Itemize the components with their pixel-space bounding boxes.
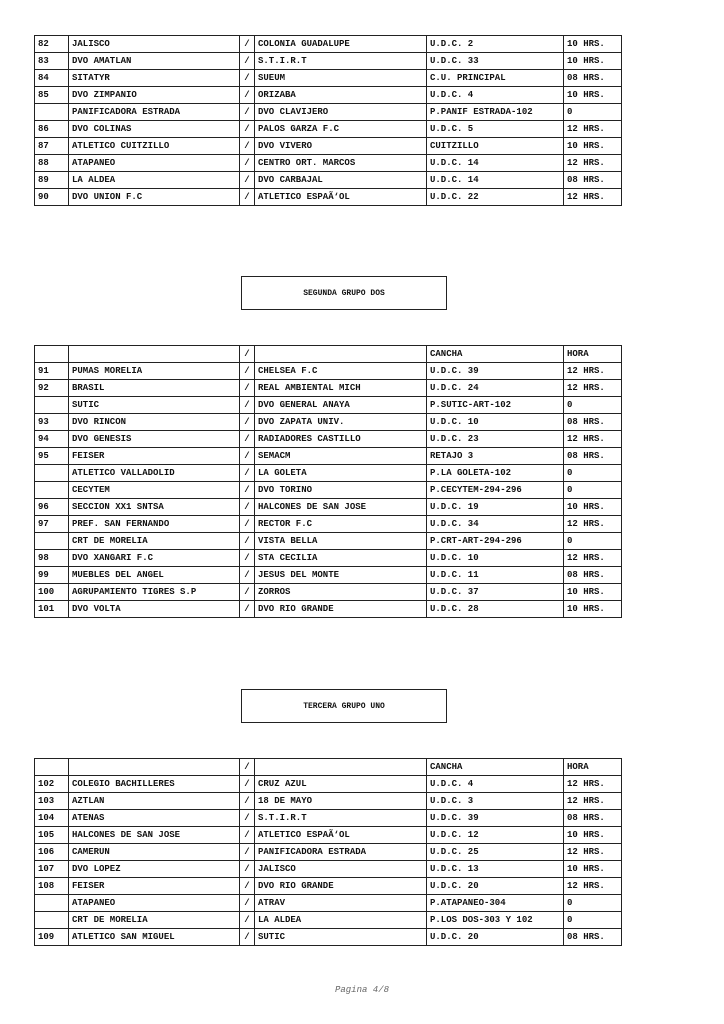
- time-cell: 0: [564, 465, 622, 482]
- field-cell: U.D.C. 25: [427, 844, 564, 861]
- time-cell: HORA: [564, 346, 622, 363]
- match-number-cell: [35, 346, 69, 363]
- away-team-cell: RECTOR F.C: [255, 516, 427, 533]
- away-team-cell: CHELSEA F.C: [255, 363, 427, 380]
- home-team-cell: MUEBLES DEL ANGEL: [69, 567, 240, 584]
- match-number-cell: 87: [35, 138, 69, 155]
- away-team-cell: RADIADORES CASTILLO: [255, 431, 427, 448]
- match-number-cell: 102: [35, 776, 69, 793]
- separator-cell: /: [240, 363, 255, 380]
- field-cell: CUITZILLO: [427, 138, 564, 155]
- time-cell: 12 HRS.: [564, 189, 622, 206]
- separator-cell: /: [240, 87, 255, 104]
- separator-cell: /: [240, 861, 255, 878]
- field-cell: U.D.C. 20: [427, 929, 564, 946]
- time-cell: 10 HRS.: [564, 53, 622, 70]
- match-number-cell: 91: [35, 363, 69, 380]
- table-row: [35, 155, 622, 172]
- away-team-cell: S.T.I.R.T: [255, 810, 427, 827]
- away-team-cell: STA CECILIA: [255, 550, 427, 567]
- home-team-cell: HALCONES DE SAN JOSE: [69, 827, 240, 844]
- time-cell: 0: [564, 397, 622, 414]
- time-cell: 10 HRS.: [564, 861, 622, 878]
- away-team-cell: PANIFICADORA ESTRADA: [255, 844, 427, 861]
- time-cell: 10 HRS.: [564, 499, 622, 516]
- home-team-cell: AZTLAN: [69, 793, 240, 810]
- match-number-cell: [35, 533, 69, 550]
- time-cell: 12 HRS.: [564, 121, 622, 138]
- match-number-cell: 108: [35, 878, 69, 895]
- table-row: [35, 793, 622, 810]
- home-team-cell: DVO AMATLAN: [69, 53, 240, 70]
- match-number-cell: 82: [35, 36, 69, 53]
- page-number: Pagina 4/8: [334, 985, 389, 995]
- match-number-cell: 94: [35, 431, 69, 448]
- home-team-cell: DVO LOPEZ: [69, 861, 240, 878]
- separator-cell: /: [240, 414, 255, 431]
- time-cell: 08 HRS.: [564, 929, 622, 946]
- section-title-tercera-grupo-uno: TERCERA GRUPO UNO: [241, 689, 447, 723]
- separator-cell: /: [240, 516, 255, 533]
- table-row: [35, 861, 622, 878]
- table-row: [35, 121, 622, 138]
- away-team-cell: LA ALDEA: [255, 912, 427, 929]
- away-team-cell: LA GOLETA: [255, 465, 427, 482]
- away-team-cell: [255, 759, 427, 776]
- time-cell: 10 HRS.: [564, 138, 622, 155]
- match-number-cell: 96: [35, 499, 69, 516]
- table-row: [35, 431, 622, 448]
- field-cell: U.D.C. 3: [427, 793, 564, 810]
- table-row: [35, 550, 622, 567]
- away-team-cell: ZORROS: [255, 584, 427, 601]
- time-cell: 10 HRS.: [564, 36, 622, 53]
- home-team-cell: FEISER: [69, 878, 240, 895]
- separator-cell: /: [240, 36, 255, 53]
- separator-cell: /: [240, 346, 255, 363]
- match-number-cell: 97: [35, 516, 69, 533]
- away-team-cell: 18 DE MAYO: [255, 793, 427, 810]
- separator-cell: /: [240, 929, 255, 946]
- home-team-cell: CECYTEM: [69, 482, 240, 499]
- field-cell: U.D.C. 37: [427, 584, 564, 601]
- home-team-cell: LA ALDEA: [69, 172, 240, 189]
- away-team-cell: CENTRO ORT. MARCOS: [255, 155, 427, 172]
- match-number-cell: 85: [35, 87, 69, 104]
- table-row: [35, 363, 622, 380]
- home-team-cell: JALISCO: [69, 36, 240, 53]
- separator-cell: /: [240, 448, 255, 465]
- home-team-cell: BRASIL: [69, 380, 240, 397]
- separator-cell: /: [240, 121, 255, 138]
- away-team-cell: DVO CARBAJAL: [255, 172, 427, 189]
- match-number-cell: 89: [35, 172, 69, 189]
- match-number-cell: [35, 397, 69, 414]
- away-team-cell: DVO RIO GRANDE: [255, 878, 427, 895]
- match-number-cell: [35, 482, 69, 499]
- field-cell: P.ATAPANEO-304: [427, 895, 564, 912]
- time-cell: 0: [564, 533, 622, 550]
- time-cell: 0: [564, 104, 622, 121]
- match-number-cell: 103: [35, 793, 69, 810]
- time-cell: 08 HRS.: [564, 70, 622, 87]
- time-cell: 12 HRS.: [564, 844, 622, 861]
- away-team-cell: ATLETICO ESPAÃ‘OL: [255, 189, 427, 206]
- time-cell: HORA: [564, 759, 622, 776]
- field-cell: C.U. PRINCIPAL: [427, 70, 564, 87]
- separator-cell: /: [240, 189, 255, 206]
- table-row: [35, 533, 622, 550]
- away-team-cell: ORIZABA: [255, 87, 427, 104]
- separator-cell: /: [240, 533, 255, 550]
- away-team-cell: ATLETICO ESPAÃ‘OL: [255, 827, 427, 844]
- section-title-segunda-grupo-dos: SEGUNDA GRUPO DOS: [241, 276, 447, 310]
- separator-cell: /: [240, 550, 255, 567]
- field-cell: U.D.C. 10: [427, 414, 564, 431]
- field-cell: U.D.C. 14: [427, 172, 564, 189]
- match-number-cell: 86: [35, 121, 69, 138]
- time-cell: 12 HRS.: [564, 380, 622, 397]
- match-number-cell: 109: [35, 929, 69, 946]
- match-number-cell: 83: [35, 53, 69, 70]
- separator-cell: /: [240, 895, 255, 912]
- match-number-cell: 88: [35, 155, 69, 172]
- match-number-cell: 100: [35, 584, 69, 601]
- time-cell: 10 HRS.: [564, 87, 622, 104]
- away-team-cell: JALISCO: [255, 861, 427, 878]
- time-cell: 0: [564, 895, 622, 912]
- table-row: [35, 929, 622, 946]
- match-number-cell: 106: [35, 844, 69, 861]
- time-cell: 12 HRS.: [564, 363, 622, 380]
- home-team-cell: SUTIC: [69, 397, 240, 414]
- match-number-cell: [35, 104, 69, 121]
- away-team-cell: SUEUM: [255, 70, 427, 87]
- separator-cell: /: [240, 601, 255, 618]
- away-team-cell: DVO GENERAL ANAYA: [255, 397, 427, 414]
- table-row: [35, 878, 622, 895]
- field-cell: U.D.C. 14: [427, 155, 564, 172]
- home-team-cell: PREF. SAN FERNANDO: [69, 516, 240, 533]
- time-cell: 08 HRS.: [564, 172, 622, 189]
- time-cell: 08 HRS.: [564, 810, 622, 827]
- separator-cell: /: [240, 380, 255, 397]
- separator-cell: /: [240, 138, 255, 155]
- table-row: [35, 912, 622, 929]
- away-team-cell: DVO TORINO: [255, 482, 427, 499]
- home-team-cell: FEISER: [69, 448, 240, 465]
- home-team-cell: [69, 346, 240, 363]
- home-team-cell: DVO VOLTA: [69, 601, 240, 618]
- field-cell: U.D.C. 33: [427, 53, 564, 70]
- table-row: [35, 482, 622, 499]
- home-team-cell: ATLETICO VALLADOLID: [69, 465, 240, 482]
- field-cell: U.D.C. 22: [427, 189, 564, 206]
- field-cell: U.D.C. 5: [427, 121, 564, 138]
- field-cell: P.CECYTEM-294-296: [427, 482, 564, 499]
- home-team-cell: DVO RINCON: [69, 414, 240, 431]
- separator-cell: /: [240, 53, 255, 70]
- away-team-cell: COLONIA GUADALUPE: [255, 36, 427, 53]
- time-cell: 12 HRS.: [564, 516, 622, 533]
- away-team-cell: ATRAV: [255, 895, 427, 912]
- home-team-cell: SECCION XX1 SNTSA: [69, 499, 240, 516]
- table-row: [35, 895, 622, 912]
- match-number-cell: [35, 465, 69, 482]
- field-cell: U.D.C. 4: [427, 776, 564, 793]
- separator-cell: /: [240, 912, 255, 929]
- home-team-cell: SITATYR: [69, 70, 240, 87]
- time-cell: 12 HRS.: [564, 776, 622, 793]
- time-cell: 08 HRS.: [564, 414, 622, 431]
- time-cell: 0: [564, 912, 622, 929]
- home-team-cell: ATAPANEO: [69, 155, 240, 172]
- home-team-cell: ATAPANEO: [69, 895, 240, 912]
- away-team-cell: VISTA BELLA: [255, 533, 427, 550]
- separator-cell: /: [240, 584, 255, 601]
- home-team-cell: DVO UNION F.C: [69, 189, 240, 206]
- away-team-cell: SEMACM: [255, 448, 427, 465]
- table-header-row: [35, 759, 622, 776]
- separator-cell: /: [240, 465, 255, 482]
- separator-cell: /: [240, 155, 255, 172]
- time-cell: 10 HRS.: [564, 584, 622, 601]
- home-team-cell: AGRUPAMIENTO TIGRES S.P: [69, 584, 240, 601]
- match-number-cell: 101: [35, 601, 69, 618]
- table-row: [35, 138, 622, 155]
- table-row: [35, 87, 622, 104]
- table-row: [35, 172, 622, 189]
- separator-cell: /: [240, 397, 255, 414]
- away-team-cell: SUTIC: [255, 929, 427, 946]
- separator-cell: /: [240, 810, 255, 827]
- separator-cell: /: [240, 776, 255, 793]
- field-cell: P.PANIF ESTRADA-102: [427, 104, 564, 121]
- field-cell: U.D.C. 28: [427, 601, 564, 618]
- field-cell: U.D.C. 19: [427, 499, 564, 516]
- separator-cell: /: [240, 827, 255, 844]
- field-cell: U.D.C. 4: [427, 87, 564, 104]
- home-team-cell: DVO XANGARI F.C: [69, 550, 240, 567]
- separator-cell: /: [240, 104, 255, 121]
- table-row: [35, 844, 622, 861]
- field-cell: P.CRT-ART-294-296: [427, 533, 564, 550]
- home-team-cell: ATLETICO SAN MIGUEL: [69, 929, 240, 946]
- table-row: [35, 36, 622, 53]
- separator-cell: /: [240, 793, 255, 810]
- field-cell: RETAJO 3: [427, 448, 564, 465]
- away-team-cell: DVO ZAPATA UNIV.: [255, 414, 427, 431]
- table-row: [35, 584, 622, 601]
- table-row: [35, 499, 622, 516]
- home-team-cell: CRT DE MORELIA: [69, 533, 240, 550]
- table-row: [35, 70, 622, 87]
- table-row: [35, 810, 622, 827]
- field-cell: U.D.C. 11: [427, 567, 564, 584]
- separator-cell: /: [240, 499, 255, 516]
- field-cell: U.D.C. 23: [427, 431, 564, 448]
- separator-cell: /: [240, 172, 255, 189]
- time-cell: 08 HRS.: [564, 448, 622, 465]
- table-row: [35, 776, 622, 793]
- field-cell: CANCHA: [427, 759, 564, 776]
- field-cell: P.LOS DOS-303 Y 102: [427, 912, 564, 929]
- table-row: [35, 448, 622, 465]
- away-team-cell: CRUZ AZUL: [255, 776, 427, 793]
- home-team-cell: DVO GENESIS: [69, 431, 240, 448]
- field-cell: U.D.C. 34: [427, 516, 564, 533]
- table-row: [35, 189, 622, 206]
- home-team-cell: CRT DE MORELIA: [69, 912, 240, 929]
- home-team-cell: PANIFICADORA ESTRADA: [69, 104, 240, 121]
- home-team-cell: [69, 759, 240, 776]
- away-team-cell: REAL AMBIENTAL MICH: [255, 380, 427, 397]
- table-row: [35, 104, 622, 121]
- away-team-cell: [255, 346, 427, 363]
- fixture-table-primera: [34, 35, 622, 206]
- table-row: [35, 53, 622, 70]
- table-header-row: [35, 346, 622, 363]
- fixture-table-segunda-grupo-dos: [34, 345, 622, 618]
- field-cell: U.D.C. 10: [427, 550, 564, 567]
- table-row: [35, 414, 622, 431]
- table-row: [35, 397, 622, 414]
- home-team-cell: DVO COLINAS: [69, 121, 240, 138]
- match-number-cell: 92: [35, 380, 69, 397]
- table-row: [35, 380, 622, 397]
- match-number-cell: 105: [35, 827, 69, 844]
- time-cell: 12 HRS.: [564, 431, 622, 448]
- home-team-cell: ATLETICO CUITZILLO: [69, 138, 240, 155]
- match-number-cell: 84: [35, 70, 69, 87]
- separator-cell: /: [240, 567, 255, 584]
- home-team-cell: CAMERUN: [69, 844, 240, 861]
- table-row: [35, 567, 622, 584]
- match-number-cell: 99: [35, 567, 69, 584]
- match-number-cell: 107: [35, 861, 69, 878]
- time-cell: 12 HRS.: [564, 550, 622, 567]
- away-team-cell: DVO VIVERO: [255, 138, 427, 155]
- field-cell: U.D.C. 39: [427, 810, 564, 827]
- away-team-cell: JESUS DEL MONTE: [255, 567, 427, 584]
- separator-cell: /: [240, 844, 255, 861]
- home-team-cell: DVO ZIMPANIO: [69, 87, 240, 104]
- home-team-cell: ATENAS: [69, 810, 240, 827]
- away-team-cell: DVO CLAVIJERO: [255, 104, 427, 121]
- table-row: [35, 601, 622, 618]
- away-team-cell: HALCONES DE SAN JOSE: [255, 499, 427, 516]
- separator-cell: /: [240, 431, 255, 448]
- home-team-cell: PUMAS MORELIA: [69, 363, 240, 380]
- match-number-cell: [35, 912, 69, 929]
- away-team-cell: DVO RIO GRANDE: [255, 601, 427, 618]
- match-number-cell: 95: [35, 448, 69, 465]
- field-cell: U.D.C. 39: [427, 363, 564, 380]
- field-cell: CANCHA: [427, 346, 564, 363]
- match-number-cell: [35, 895, 69, 912]
- field-cell: U.D.C. 13: [427, 861, 564, 878]
- fixture-table-tercera-grupo-uno: [34, 758, 622, 946]
- time-cell: 0: [564, 482, 622, 499]
- field-cell: U.D.C. 12: [427, 827, 564, 844]
- field-cell: U.D.C. 24: [427, 380, 564, 397]
- table-row: [35, 516, 622, 533]
- separator-cell: /: [240, 759, 255, 776]
- time-cell: 08 HRS.: [564, 567, 622, 584]
- time-cell: 10 HRS.: [564, 827, 622, 844]
- field-cell: U.D.C. 2: [427, 36, 564, 53]
- field-cell: U.D.C. 20: [427, 878, 564, 895]
- time-cell: 12 HRS.: [564, 155, 622, 172]
- time-cell: 12 HRS.: [564, 878, 622, 895]
- away-team-cell: PALOS GARZA F.C: [255, 121, 427, 138]
- match-number-cell: 90: [35, 189, 69, 206]
- match-number-cell: 98: [35, 550, 69, 567]
- home-team-cell: COLEGIO BACHILLERES: [69, 776, 240, 793]
- match-number-cell: 93: [35, 414, 69, 431]
- field-cell: P.LA GOLETA-102: [427, 465, 564, 482]
- away-team-cell: S.T.I.R.T: [255, 53, 427, 70]
- table-row: [35, 827, 622, 844]
- match-number-cell: 104: [35, 810, 69, 827]
- time-cell: 12 HRS.: [564, 793, 622, 810]
- match-number-cell: [35, 759, 69, 776]
- separator-cell: /: [240, 482, 255, 499]
- time-cell: 10 HRS.: [564, 601, 622, 618]
- separator-cell: /: [240, 70, 255, 87]
- field-cell: P.SUTIC-ART-102: [427, 397, 564, 414]
- table-row: [35, 465, 622, 482]
- separator-cell: /: [240, 878, 255, 895]
